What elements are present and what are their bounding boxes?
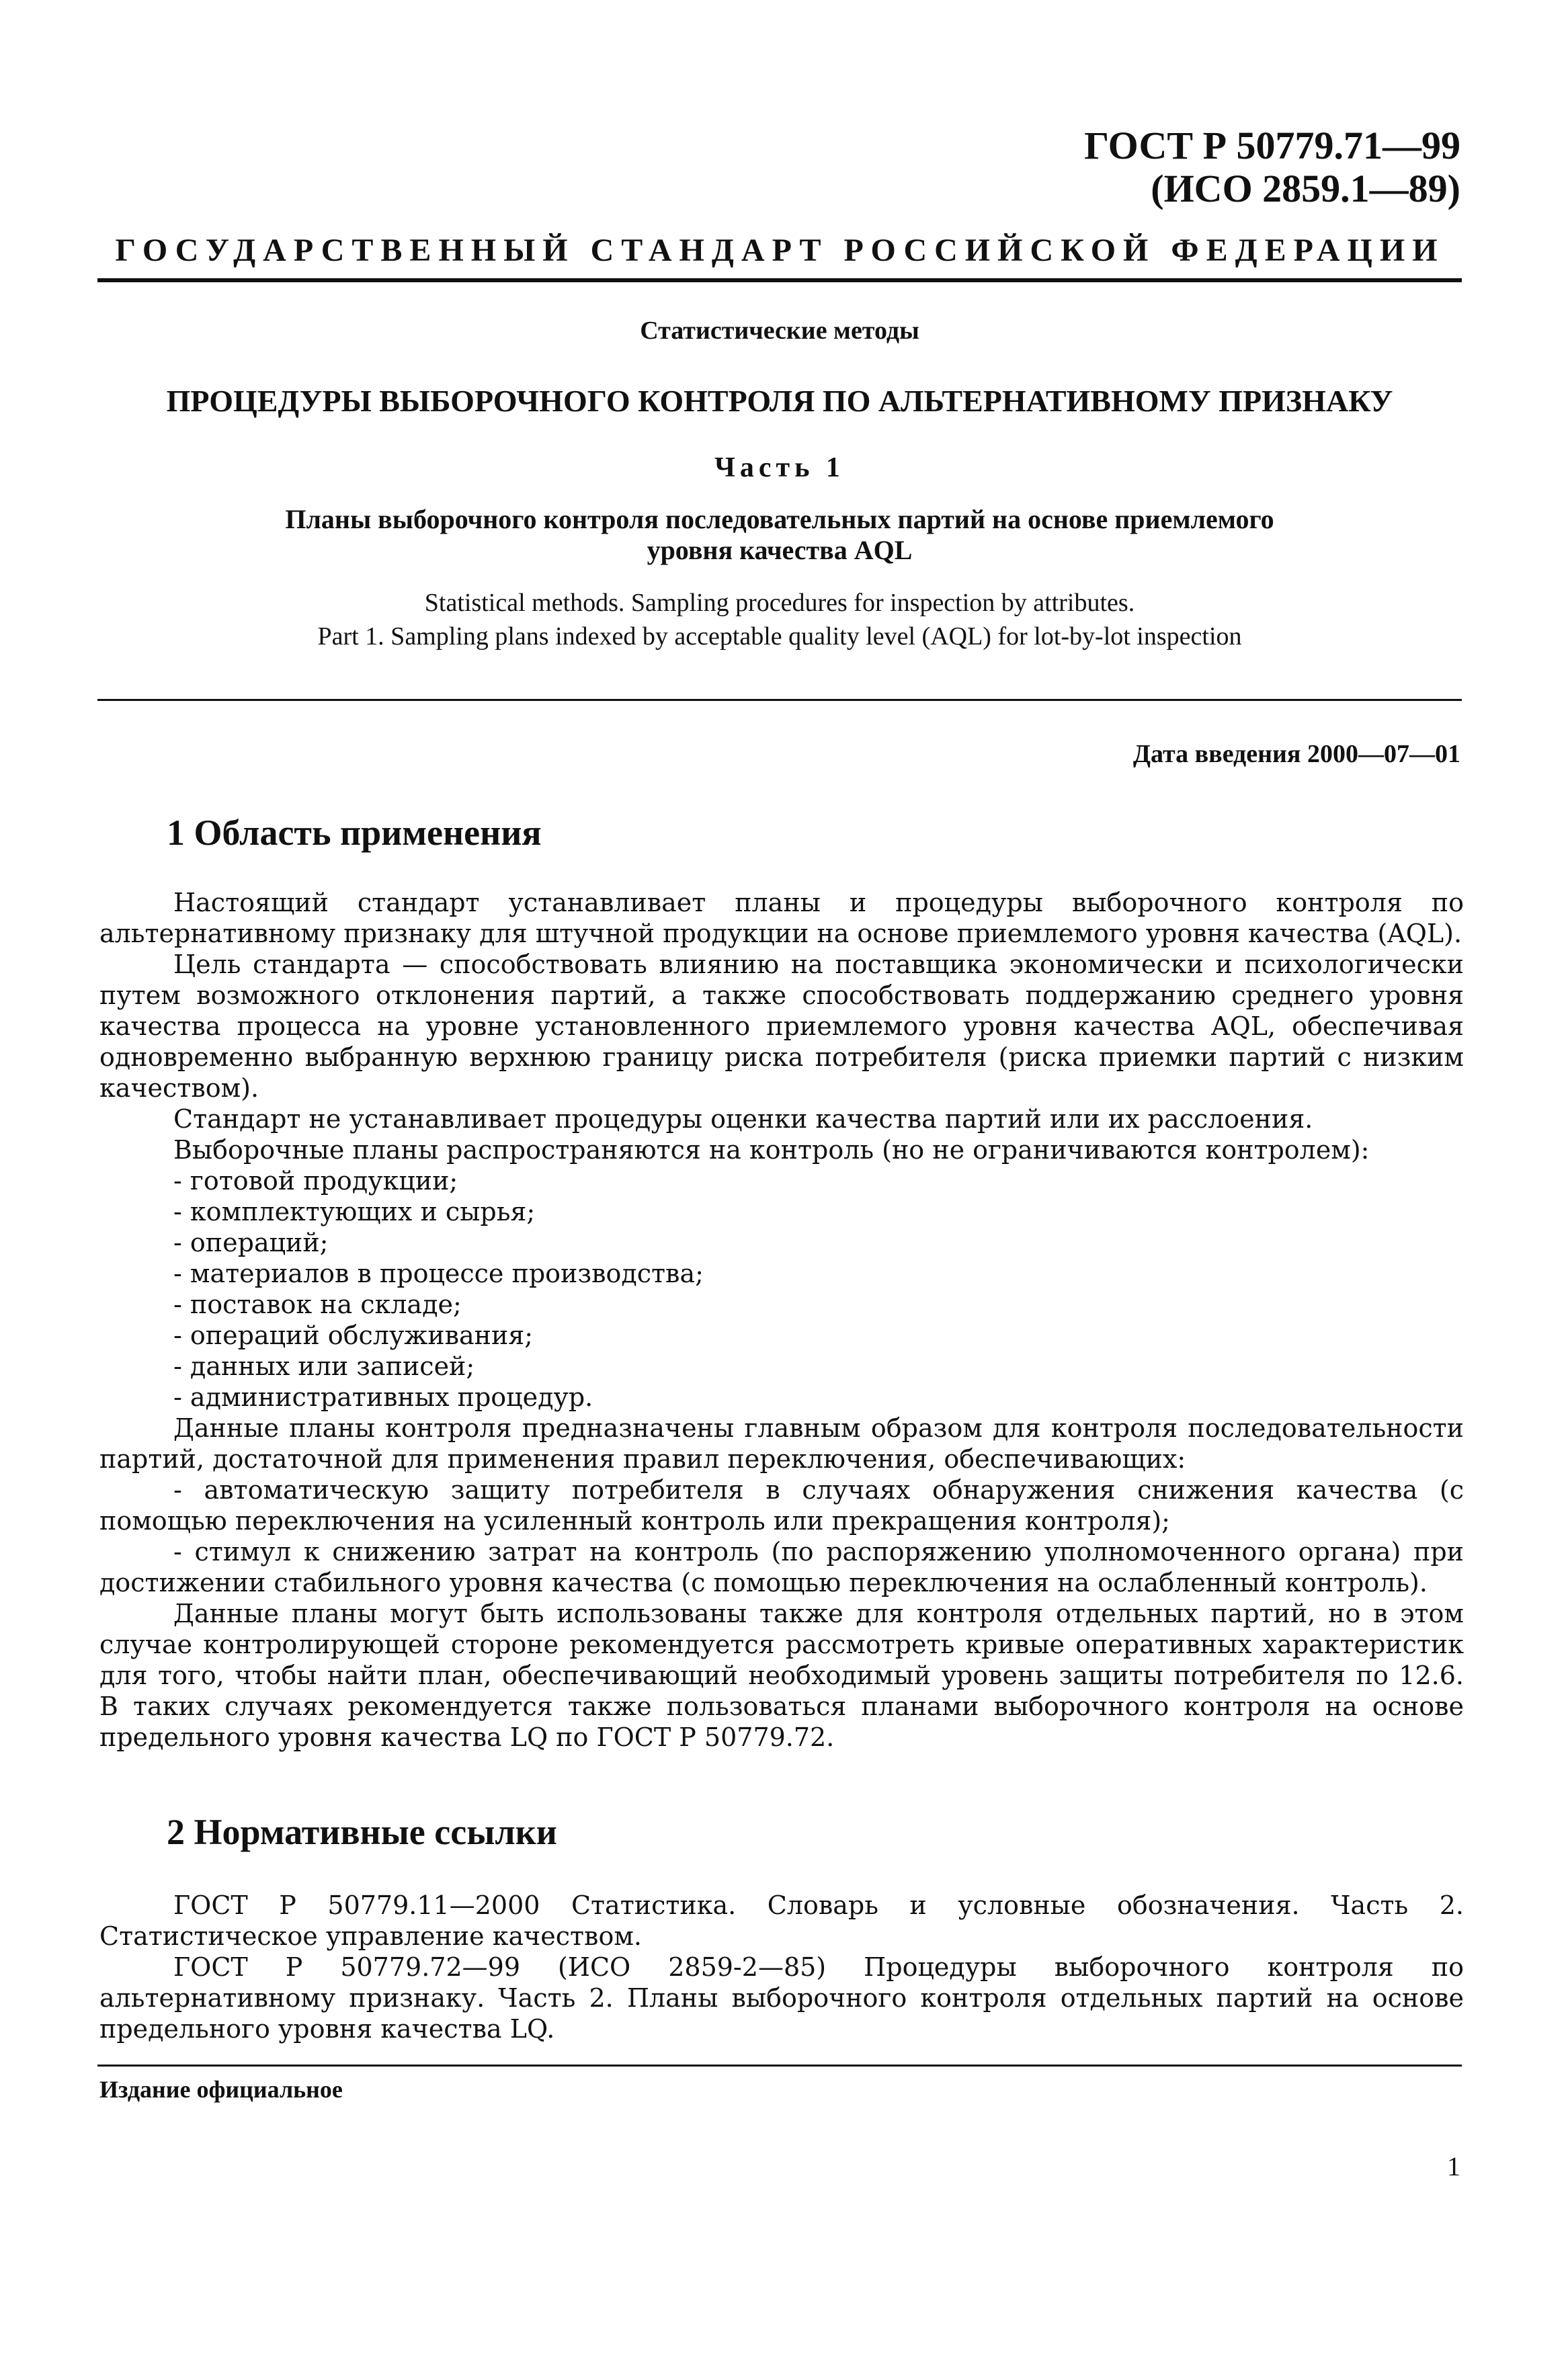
page-number: 1 bbox=[1447, 2151, 1460, 2181]
subtitle-line-1: Планы выборочного контроля последовательных партий на основе приемлемого bbox=[285, 504, 1274, 534]
iso-number: (ИСО 2859.1—89) bbox=[1151, 167, 1460, 210]
list-item: - комплектующих и сырья; bbox=[173, 1197, 536, 1226]
standard-number-block bbox=[1084, 124, 1460, 210]
reference-item: ГОСТ Р 50779.11—2000 Статистика. Словарь и условные обозначения. Часть 2. Статистическое управление качеством. bbox=[99, 1890, 1464, 1951]
list-item: - операций; bbox=[173, 1228, 329, 1257]
english-title-line-2: Part 1. Sampling plans indexed by acceptable quality level (AQL) for lot-by-lot inspection bbox=[317, 622, 1242, 651]
list-item: - поставок на складе; bbox=[173, 1290, 462, 1319]
paragraph: Выборочные планы распространяются на контроль (но не ограничиваются контролем): bbox=[173, 1135, 1370, 1165]
part-label: Часть 1 bbox=[714, 452, 845, 483]
english-title-line-1: Statistical methods. Sampling procedures for inspection by attributes. bbox=[424, 589, 1135, 617]
list-item: - материалов в процессе производства; bbox=[173, 1259, 704, 1288]
list-item: - административных процедур. bbox=[173, 1382, 593, 1412]
subtitle-line-2: уровня качества AQL bbox=[647, 535, 913, 565]
paragraph: Настоящий стандарт устанавливает планы и процедуры выборочного контроля по альтернативному признаку для штучной продукции на основе приемлемого уровня качества (AQL). bbox=[99, 888, 1464, 948]
title-divider bbox=[97, 699, 1462, 701]
list-item: - операций обслуживания; bbox=[173, 1321, 534, 1350]
intro-date: Дата введения 2000—07—01 bbox=[1132, 740, 1460, 768]
section-1-heading: 1 Область применения bbox=[167, 813, 542, 853]
section-2-body bbox=[99, 1890, 1464, 2044]
section-2-heading: 2 Нормативные ссылки bbox=[167, 1812, 557, 1852]
paragraph: Стандарт не устанавливает процедуры оценки качества партий или их расслоения. bbox=[173, 1104, 1313, 1134]
english-title bbox=[97, 586, 1462, 653]
paragraph: Данные планы контроля предназначены главным образом для контроля последовательности партий, достаточной для применения правил переключения, обеспечивающих: bbox=[99, 1413, 1464, 1474]
header-rule bbox=[97, 278, 1462, 282]
list-item: - стимул к снижению затрат на контроль (по распоряжению уполномоченного органа) при достижении стабильного уровня качества (с помощью переключения на ослабленный контроль). bbox=[99, 1537, 1464, 1597]
list-item: - готовой продукции; bbox=[173, 1166, 458, 1196]
gov-standard-header: ГОСУДАРСТВЕННЫЙ СТАНДАРТ РОССИЙСКОЙ ФЕДЕРАЦИИ bbox=[115, 233, 1445, 268]
reference-item: ГОСТ Р 50779.72—99 (ИСО 2859-2—85) Процедуры выборочного контроля по альтернативному признаку. Часть 2. Планы выборочного контроля отдельных партий на основе предельного уровня качества LQ. bbox=[99, 1952, 1464, 2044]
subtitle bbox=[97, 504, 1462, 566]
paragraph: Данные планы могут быть использованы также для контроля отдельных партий, но в этом случае контролирующей стороне рекомендуется рассмотреть кривые оперативных характеристик для того, чтобы найти план, обеспечивающий необходимый уровень защиты потребителя по 12.6. В таких случаях рекомендуется также пользоваться планами выборочного контроля на основе предельного уровня качества LQ по ГОСТ Р 50779.72. bbox=[99, 1599, 1464, 1752]
paragraph: Цель стандарта — способствовать влиянию на поставщика экономически и психологически путем возможного отклонения партий, а также способствовать поддержанию среднего уровня качества процесса на уровне установленного приемлемого уровня качества AQL, обеспечивая одновременно выбранную верхнюю границу риска потребителя (риска приемки партий с низким качеством). bbox=[99, 950, 1464, 1103]
list-item: - данных или записей; bbox=[173, 1351, 475, 1381]
list-item: - автоматическую защиту потребителя в случаях обнаружения снижения качества (с помощью переключения на усиленный контроль или прекращения контроля); bbox=[99, 1475, 1464, 1536]
standard-number: ГОСТ Р 50779.71—99 bbox=[1084, 124, 1460, 167]
edition-label: Издание официальное bbox=[99, 2076, 343, 2103]
main-title: ПРОЦЕДУРЫ ВЫБОРОЧНОГО КОНТРОЛЯ ПО АЛЬТЕРНАТИВНОМУ ПРИЗНАКУ bbox=[166, 384, 1393, 418]
subject-line: Статистические методы bbox=[640, 317, 919, 345]
section-1-body bbox=[99, 887, 1464, 1753]
footer-rule bbox=[97, 2065, 1462, 2067]
